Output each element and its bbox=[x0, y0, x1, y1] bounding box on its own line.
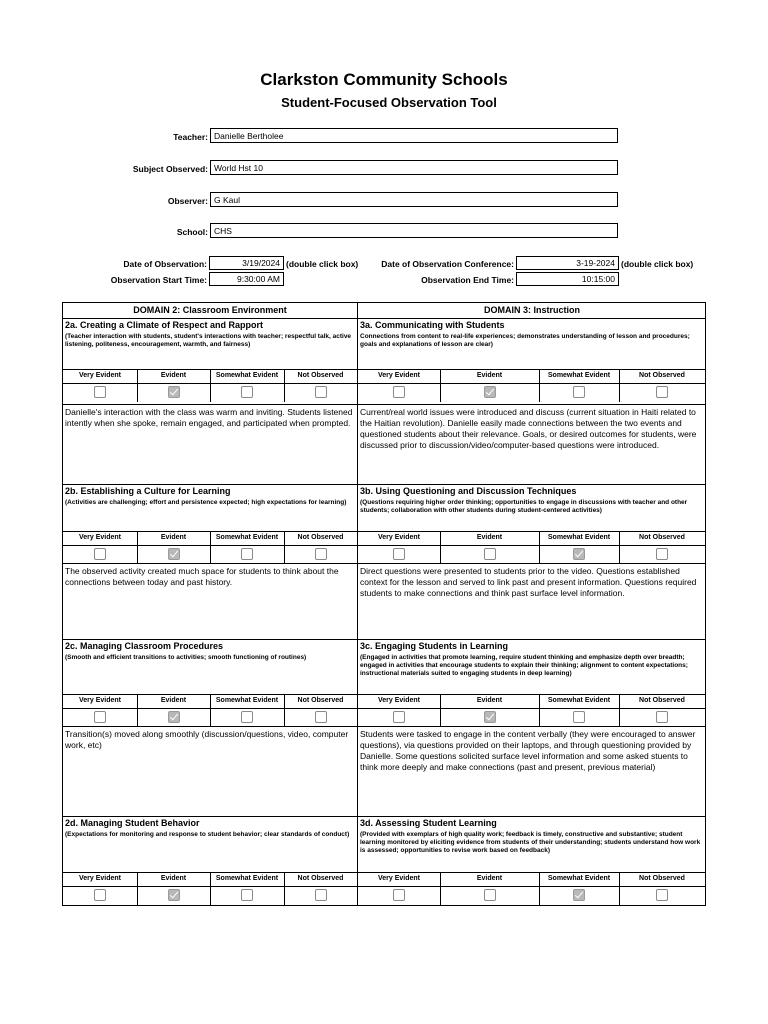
section-title: 2c. Managing Classroom Procedures bbox=[65, 641, 224, 651]
somewhat-evident-checkbox[interactable] bbox=[573, 889, 585, 901]
row-divider bbox=[63, 886, 705, 887]
not-observed-checkbox[interactable] bbox=[656, 711, 668, 723]
section-title: 3c. Engaging Students in Learning bbox=[360, 641, 509, 651]
rating-label: Very Evident bbox=[78, 372, 122, 379]
somewhat-evident-checkbox[interactable] bbox=[573, 548, 585, 560]
very-evident-checkbox[interactable] bbox=[393, 548, 405, 560]
observation-date-field[interactable]: 3/19/2024 bbox=[209, 256, 284, 270]
rating-label: Very Evident bbox=[78, 875, 122, 882]
school-label: School: bbox=[176, 227, 208, 237]
not-observed-checkbox[interactable] bbox=[315, 711, 327, 723]
not-observed-checkbox[interactable] bbox=[656, 548, 668, 560]
section-title: 3b. Using Questioning and Discussion Techniques bbox=[360, 486, 577, 496]
rating-label: Evident bbox=[160, 372, 187, 379]
evident-checkbox[interactable] bbox=[168, 711, 180, 723]
not-observed-checkbox[interactable] bbox=[656, 386, 668, 398]
rating-label: Evident bbox=[476, 534, 503, 541]
rating-label: Evident bbox=[476, 875, 503, 882]
somewhat-evident-checkbox[interactable] bbox=[573, 711, 585, 723]
rating-label: Not Observed bbox=[639, 697, 685, 704]
page-subtitle: Student-Focused Observation Tool bbox=[281, 95, 497, 110]
section-title: 3d. Assessing Student Learning bbox=[360, 818, 497, 828]
section-description: (Engaged in activities that promote learning, require student thinking and emphasize depth over breadth; engaged in activities that encourage students to explain their thinking; alignment to content expectations; instructional materials suited to engaging students in deep learning) bbox=[360, 654, 688, 677]
evident-checkbox[interactable] bbox=[484, 889, 496, 901]
rating-label: Not Observed bbox=[639, 372, 685, 379]
rating-label: Not Observed bbox=[639, 875, 685, 882]
rating-label: Evident bbox=[476, 697, 503, 704]
rating-label: Evident bbox=[160, 697, 187, 704]
very-evident-checkbox[interactable] bbox=[393, 386, 405, 398]
teacher-label: Teacher: bbox=[173, 132, 208, 142]
somewhat-evident-checkbox[interactable] bbox=[241, 889, 253, 901]
rating-label: Very Evident bbox=[78, 534, 122, 541]
rating-label: Very Evident bbox=[377, 697, 421, 704]
observation-date-note: (double click box) bbox=[286, 259, 359, 269]
rating-label: Somewhat Evident bbox=[547, 697, 611, 704]
comment-field[interactable]: Transition(s) moved along smoothly (discussion/questions, video, computer work, etc) bbox=[65, 729, 349, 750]
comment-field[interactable]: Current/real world issues were introduced and discuss (current situation in Haiti related to the Haitian revolution). Danielle easily made connections between the two events and questioned students about their relevance. Goals, or desired outcomes for students, were discussed prior to discussion/video/computer-based questions were introduced. bbox=[360, 407, 697, 450]
rating-label: Somewhat Evident bbox=[215, 875, 279, 882]
section-title: 2d. Managing Student Behavior bbox=[65, 818, 200, 828]
end-time-field[interactable]: 10:15:00 bbox=[516, 272, 619, 286]
start-time-field[interactable]: 9:30:00 AM bbox=[209, 272, 284, 286]
observer-field[interactable]: G Kaul bbox=[210, 192, 618, 207]
not-observed-checkbox[interactable] bbox=[315, 386, 327, 398]
rating-label: Very Evident bbox=[377, 534, 421, 541]
row-divider bbox=[63, 708, 705, 709]
domain-3-heading: DOMAIN 3: Instruction bbox=[484, 305, 580, 315]
not-observed-checkbox[interactable] bbox=[656, 889, 668, 901]
evident-checkbox[interactable] bbox=[168, 386, 180, 398]
rating-label: Very Evident bbox=[377, 875, 421, 882]
section-description: Connections from content to real-life experiences; demonstrates understanding of lesson and procedures; goals and explanations of lesson are clear) bbox=[360, 333, 690, 348]
comment-field[interactable]: Danielle's interaction with the class was warm and inviting. Students listened intently when she spoke, remain engaged, and participated when prompted. bbox=[65, 407, 353, 428]
school-field[interactable]: CHS bbox=[210, 223, 618, 238]
conference-date-note: (double click box) bbox=[621, 259, 694, 269]
subject-label: Subject Observed: bbox=[132, 164, 208, 174]
not-observed-checkbox[interactable] bbox=[315, 548, 327, 560]
rating-label: Not Observed bbox=[297, 372, 344, 379]
rating-label: Not Observed bbox=[639, 534, 685, 541]
section-description: (Provided with exemplars of high quality work; feedback is timely, constructive and substantive; student learning monitored by eliciting evidence from students of their understanding; students understand how work is assessed; opportunities to revise work based on feedback) bbox=[360, 831, 701, 854]
end-time-label: Observation End Time: bbox=[421, 275, 514, 285]
evident-checkbox[interactable] bbox=[484, 548, 496, 560]
row-divider bbox=[63, 383, 705, 384]
evident-checkbox[interactable] bbox=[484, 711, 496, 723]
page-title: Clarkston Community Schools bbox=[260, 70, 508, 89]
section-title: 2a. Creating a Climate of Respect and Rapport bbox=[65, 320, 264, 330]
evident-checkbox[interactable] bbox=[168, 889, 180, 901]
section-description: (Teacher interaction with students, student's interactions with teacher; respectful talk, active listening, politeness, encouragement, warmth, and fairness) bbox=[65, 333, 352, 348]
observer-label: Observer: bbox=[167, 196, 208, 206]
rating-label: Somewhat Evident bbox=[547, 372, 611, 379]
start-time-label: Observation Start Time: bbox=[110, 275, 207, 285]
rating-label: Not Observed bbox=[297, 534, 344, 541]
evident-checkbox[interactable] bbox=[168, 548, 180, 560]
rating-label: Somewhat Evident bbox=[215, 534, 279, 541]
somewhat-evident-checkbox[interactable] bbox=[573, 386, 585, 398]
section-description: (Questions requiring higher order thinking; opportunities to engage in discussions with teacher and other students; collaboration with other students during student-centered activities) bbox=[360, 499, 688, 514]
somewhat-evident-checkbox[interactable] bbox=[241, 548, 253, 560]
row-divider bbox=[63, 545, 705, 546]
section-description: (Expectations for monitoring and response to student behavior; clear standards of conduct) bbox=[65, 831, 350, 838]
rating-label: Somewhat Evident bbox=[215, 372, 279, 379]
rating-label: Somewhat Evident bbox=[547, 534, 611, 541]
rating-label: Somewhat Evident bbox=[547, 875, 611, 882]
very-evident-checkbox[interactable] bbox=[393, 711, 405, 723]
rating-label: Somewhat Evident bbox=[215, 697, 279, 704]
rating-label: Not Observed bbox=[297, 697, 344, 704]
section-description: (Activities are challenging; effort and persistence expected; high expectations for learning) bbox=[65, 499, 347, 506]
rating-label: Evident bbox=[160, 534, 187, 541]
rating-label: Not Observed bbox=[297, 875, 344, 882]
very-evident-checkbox[interactable] bbox=[94, 889, 106, 901]
rating-label: Very Evident bbox=[377, 372, 421, 379]
rating-label: Evident bbox=[476, 372, 503, 379]
section-title: 3a. Communicating with Students bbox=[360, 320, 505, 330]
very-evident-checkbox[interactable] bbox=[393, 889, 405, 901]
comment-field[interactable]: The observed activity created much space for students to think about the connections between today and past history. bbox=[65, 566, 339, 587]
observation-date-label: Date of Observation: bbox=[123, 259, 207, 269]
somewhat-evident-checkbox[interactable] bbox=[241, 386, 253, 398]
evident-checkbox[interactable] bbox=[484, 386, 496, 398]
very-evident-checkbox[interactable] bbox=[94, 548, 106, 560]
not-observed-checkbox[interactable] bbox=[315, 889, 327, 901]
comment-field[interactable]: Direct questions were presented to students prior to the video. Questions established context for the lesson and served to link past and present information. Questions required students to make connections and think past surface level information. bbox=[360, 566, 697, 598]
observation-grid bbox=[62, 302, 706, 906]
subject-field[interactable]: World Hst 10 bbox=[210, 160, 618, 175]
teacher-field[interactable]: Danielle Bertholee bbox=[210, 128, 618, 143]
domain-2-heading: DOMAIN 2: Classroom Environment bbox=[133, 305, 287, 315]
very-evident-checkbox[interactable] bbox=[94, 711, 106, 723]
section-title: 2b. Establishing a Culture for Learning bbox=[65, 486, 231, 496]
rating-label: Evident bbox=[160, 875, 187, 882]
very-evident-checkbox[interactable] bbox=[94, 386, 106, 398]
section-description: (Smooth and efficient transitions to activities; smooth functioning of routines) bbox=[65, 654, 307, 661]
somewhat-evident-checkbox[interactable] bbox=[241, 711, 253, 723]
rating-label: Very Evident bbox=[78, 697, 122, 704]
conference-date-label: Date of Observation Conference: bbox=[381, 259, 514, 269]
comment-field[interactable]: Students were tasked to engage in the content verbally (they were encouraged to answer questions), via questions provided on their laptops, and through questioning provided by Danielle. Some questions solicited surface level information and some asked stuents to think more deeply and make connections (past and present, previous material) bbox=[360, 729, 696, 772]
conference-date-field[interactable]: 3-19-2024 bbox=[516, 256, 619, 270]
